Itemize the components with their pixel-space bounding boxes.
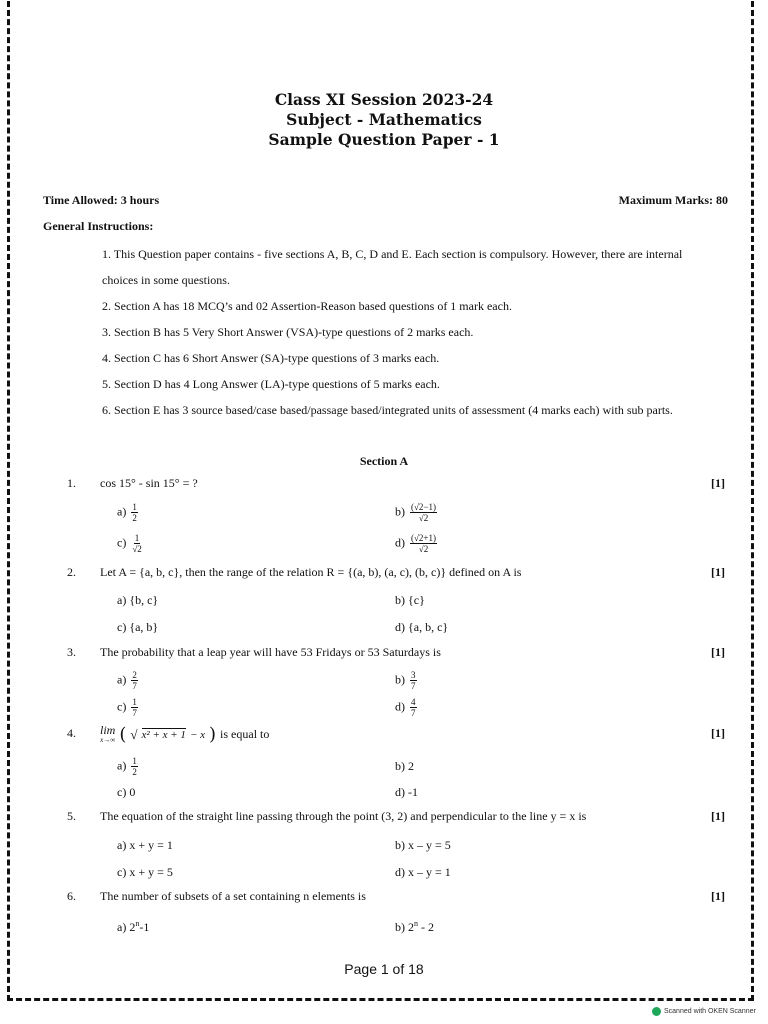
paren-close: ) [209, 724, 217, 745]
question-text: Let A = {a, b, c}, then the range of the relation R = {(a, b), (a, c), (b, c)} defined on A is [100, 565, 522, 579]
option-b: b) 2$^n$ - 2 [395, 919, 434, 934]
paren-open: ( [119, 724, 127, 745]
question-number: 2. [67, 565, 76, 579]
question-marks: [1] [711, 809, 725, 823]
option-d: d) $\frac{(√2+1)}{√2}$ [395, 533, 437, 554]
question-number: 4. [67, 726, 76, 740]
question-text: lim x→∞ ( √ x² + x + 1 − x ) is equal to [100, 722, 270, 745]
option-c: c) 0 [117, 785, 136, 799]
instruction-item: 2. Section A has 18 MCQ’s and 02 Assertion-Reason based questions of 1 mark each. [102, 299, 512, 313]
option-b: b) {c} [395, 593, 425, 607]
fraction: $\frac{(√2-1)}{√2}$ [411, 502, 437, 523]
question-text: The equation of the straight line passing through the point (3, 2) and perpendicular to the line y = x is [100, 809, 587, 823]
option-a: a) x + y = 1 [117, 838, 173, 852]
fraction: $\frac{(√2+1)}{√2}$ [411, 533, 437, 554]
header-subject: Subject - Mathematics [286, 110, 482, 129]
instruction-item: 5. Section D has 4 Long Answer (LA)-type questions of 5 marks each. [102, 377, 440, 391]
option-c: c) {a, b} [117, 620, 159, 634]
option-a: a) $\frac{1}{2}$ [117, 502, 137, 523]
option-a: a) $\frac{1}{2}$ [117, 756, 137, 777]
time-allowed: Time Allowed: 3 hours [43, 193, 160, 207]
fraction: $\frac{2}{7}$ [132, 670, 137, 691]
question-text: cos 15° - sin 15° = ? [100, 476, 198, 490]
question-6 [0, 889, 768, 909]
fraction: $\frac{1}{2}$ [132, 756, 137, 777]
option-b: b) $\frac{3}{7}$ [395, 670, 416, 691]
option-c: c) x + y = 5 [117, 865, 173, 879]
page-number: Page 1 of 18 [344, 961, 424, 977]
paper-header [0, 90, 768, 150]
option-b: b) $\frac{(√2-1)}{√2}$ [395, 502, 437, 523]
scanner-watermark: Scanned with OKEN Scanner [652, 1007, 756, 1016]
fraction: $\frac{1}{7}$ [132, 697, 137, 718]
option-a: a) $\frac{2}{7}$ [117, 670, 137, 691]
question-number: 6. [67, 889, 76, 903]
question-number: 5. [67, 809, 76, 823]
option-a: a) {b, c} [117, 593, 159, 607]
instruction-item: 4. Section C has 6 Short Answer (SA)-type questions of 3 marks each. [102, 351, 440, 365]
question-number: 1. [67, 476, 76, 490]
question-marks: [1] [711, 645, 725, 659]
option-a: a) 2$^n$-1 [117, 919, 150, 934]
fraction: $\frac{3}{7}$ [411, 670, 416, 691]
option-c: c) $\frac{1}{7}$ [117, 697, 137, 718]
scanner-logo-icon [652, 1007, 661, 1016]
general-instructions-heading: General Instructions: [43, 219, 154, 233]
fraction: $\frac{1}{2}$ [132, 502, 137, 523]
section-title: Section A [359, 454, 409, 468]
option-d: d) x – y = 1 [395, 865, 451, 879]
header-class: Class XI Session 2023-24 [274, 90, 494, 109]
question-5 [0, 809, 768, 829]
fraction: $\frac{1}{√2}$ [132, 533, 142, 554]
fraction: $\frac{4}{7}$ [411, 697, 416, 718]
question-4 [0, 724, 768, 750]
question-marks: [1] [711, 476, 725, 490]
question-3 [0, 645, 768, 665]
limit: lim x→∞ [100, 722, 116, 744]
maximum-marks: Maximum Marks: 80 [618, 193, 728, 207]
question-text: The probability that a leap year will have 53 Fridays or 53 Saturdays is [100, 645, 441, 659]
option-d: d) {a, b, c} [395, 620, 449, 634]
question-1 [0, 476, 768, 496]
instruction-item: 3. Section B has 5 Very Short Answer (VSA)-type questions of 2 marks each. [102, 325, 474, 339]
option-b: b) x – y = 5 [395, 838, 451, 852]
option-b: b) 2 [395, 759, 414, 773]
question-2 [0, 565, 768, 585]
instruction-item: 1. This Question paper contains - five sections A, B, C, D and E. Each section is compulsory. However, there are internal choices in some questions. [102, 247, 683, 287]
header-paper: Sample Question Paper - 1 [268, 130, 500, 149]
question-marks: [1] [711, 889, 725, 903]
question-marks: [1] [711, 565, 725, 579]
option-d: d) -1 [395, 785, 418, 799]
option-d: d) $\frac{4}{7}$ [395, 697, 416, 718]
question-number: 3. [67, 645, 76, 659]
sqrt-sign: √ [130, 726, 138, 742]
question-text: The number of subsets of a set containing n elements is [100, 889, 366, 903]
option-c: c) $\frac{1}{√2}$ [117, 533, 142, 554]
question-marks: [1] [711, 726, 725, 740]
instruction-item: 6. Section E has 3 source based/case based/passage based/integrated units of assessment (4 marks each) with sub parts. [102, 403, 673, 417]
